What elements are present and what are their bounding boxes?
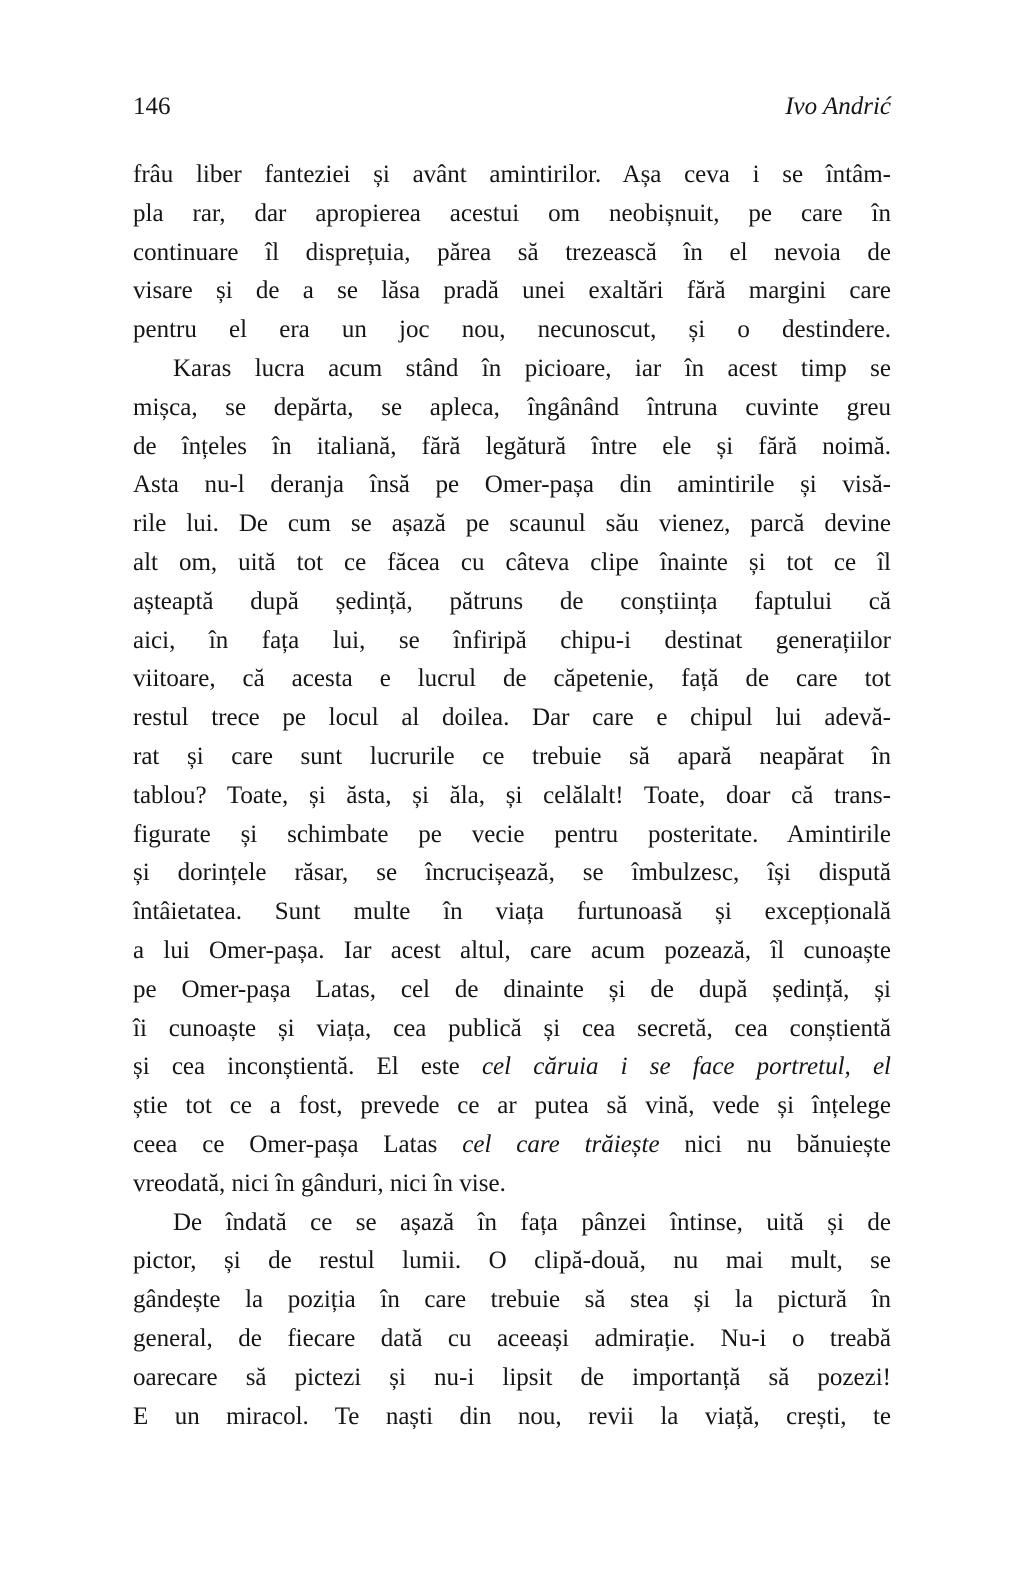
page-header	[133, 92, 891, 122]
text-run: rat și care sunt lucrurile ce trebuie să apară neapărat în	[133, 742, 891, 770]
text-run: și cea inconștientă. El este	[133, 1053, 482, 1081]
text-run: pe Omer-pașa Latas, cel de dinainte și de după ședință, și	[133, 975, 891, 1003]
text-run: oarecare să pictezi și nu-i lipsit de importanță să pozezi!	[133, 1363, 891, 1391]
text-run: Asta nu-l deranja însă pe Omer-pașa din amintirile și visă-	[133, 471, 891, 499]
text-line	[133, 777, 891, 816]
text-line	[133, 1087, 891, 1126]
text-line	[133, 156, 891, 195]
text-run: așteaptă după ședință, pătruns de conștiința faptului că	[133, 587, 891, 615]
text-line	[133, 660, 891, 699]
text-run: alt om, uită tot ce făcea cu câteva clipe înainte și tot ce îl	[133, 548, 891, 576]
running-header-author: Ivo Andrić	[785, 93, 891, 120]
text-run: figurate și schimbate pe vecie pentru posteritate. Amintirile	[133, 820, 891, 848]
italic-text-run: cel care trăiește	[462, 1130, 660, 1158]
text-run: Karas lucra acum stând în picioare, iar în acest timp se	[173, 354, 891, 382]
text-line	[133, 272, 891, 311]
text-line	[133, 1242, 891, 1281]
text-run: pentru el era un joc nou, necunoscut, și o destindere.	[133, 316, 891, 344]
text-line	[133, 1165, 891, 1204]
text-line	[133, 544, 891, 583]
text-line	[133, 622, 891, 661]
text-run: general, de fiecare dată cu aceeași admirație. Nu-i o treabă	[133, 1324, 891, 1352]
text-run: știe tot ce a fost, prevede ce ar putea să vină, vede și înțelege	[133, 1092, 891, 1120]
text-line	[133, 195, 891, 234]
text-line	[133, 350, 891, 389]
text-run: restul trece pe locul al doilea. Dar care e chipul lui adevă-	[133, 704, 891, 732]
text-line	[133, 1204, 891, 1243]
body-text	[133, 156, 891, 1436]
text-run: gândește la poziția în care trebuie să stea și la pictură în	[133, 1286, 891, 1314]
text-run: întâietatea. Sunt multe în viața furtunoasă și excepțională	[133, 898, 891, 926]
text-line	[133, 466, 891, 505]
text-run: ceea ce Omer-pașa Latas	[133, 1130, 463, 1158]
text-line	[133, 428, 891, 467]
text-line	[133, 1320, 891, 1359]
text-line	[133, 971, 891, 1010]
text-line	[133, 311, 891, 350]
text-line	[133, 1010, 891, 1049]
text-line	[133, 1126, 891, 1165]
text-run: și dorințele răsar, se încrucișează, se îmbulzesc, își dispută	[133, 859, 891, 887]
text-run: rile lui. De cum se așază pe scaunul său vienez, parcă devine	[133, 510, 891, 538]
text-run: E un miracol. Te naști din nou, revii la viață, crești, te	[133, 1402, 891, 1430]
italic-text-run: cel căruia i se face portretul, el	[481, 1053, 892, 1081]
text-line	[133, 738, 891, 777]
text-run: tablou? Toate, și ăsta, și ăla, și celălalt! Toate, doar că trans-	[133, 781, 891, 809]
text-run: visare și de a se lăsa pradă unei exaltări fără margini care	[133, 277, 891, 305]
text-run: pictor, și de restul lumii. O clipă-două, nu mai mult, se	[133, 1247, 891, 1275]
text-run: a lui Omer-pașa. Iar acest altul, care acum pozează, îl cunoaște	[133, 936, 891, 964]
text-line	[133, 505, 891, 544]
text-run: aici, în fața lui, se înfiripă chipu-i destinat generațiilor	[133, 626, 891, 654]
text-line	[133, 893, 891, 932]
text-run: mișca, se depărta, se apleca, îngânând întruna cuvinte greu	[133, 393, 891, 421]
page-number: 146	[133, 93, 171, 120]
text-run: De îndată ce se așază în fața pânzei întinse, uită și de	[173, 1208, 891, 1236]
text-line	[133, 1048, 891, 1087]
text-line	[133, 1398, 891, 1437]
text-line	[133, 1359, 891, 1398]
text-line	[133, 932, 891, 971]
text-run: vreodată, nici în gânduri, nici în vise.	[133, 1169, 506, 1197]
text-line	[133, 234, 891, 273]
text-run: viitoare, că acesta e lucrul de căpetenie, față de care tot	[133, 665, 891, 693]
text-line	[133, 389, 891, 428]
text-line	[133, 699, 891, 738]
text-run: continuare îl disprețuia, părea să trezească în el nevoia de	[133, 238, 891, 266]
text-run: de înțeles în italiană, fără legătură între ele și fără noimă.	[133, 432, 891, 460]
text-line	[133, 854, 891, 893]
text-run: pla rar, dar apropierea acestui om neobișnuit, pe care în	[133, 199, 891, 227]
text-run: îi cunoaște și viața, cea publică și cea secretă, cea conștientă	[133, 1014, 891, 1042]
text-line	[133, 583, 891, 622]
text-run: frâu liber fanteziei și avânt amintirilor. Așa ceva i se întâm-	[133, 161, 891, 188]
text-line	[133, 816, 891, 855]
text-run: nici nu bănuiește	[659, 1130, 892, 1158]
text-line	[133, 1281, 891, 1320]
